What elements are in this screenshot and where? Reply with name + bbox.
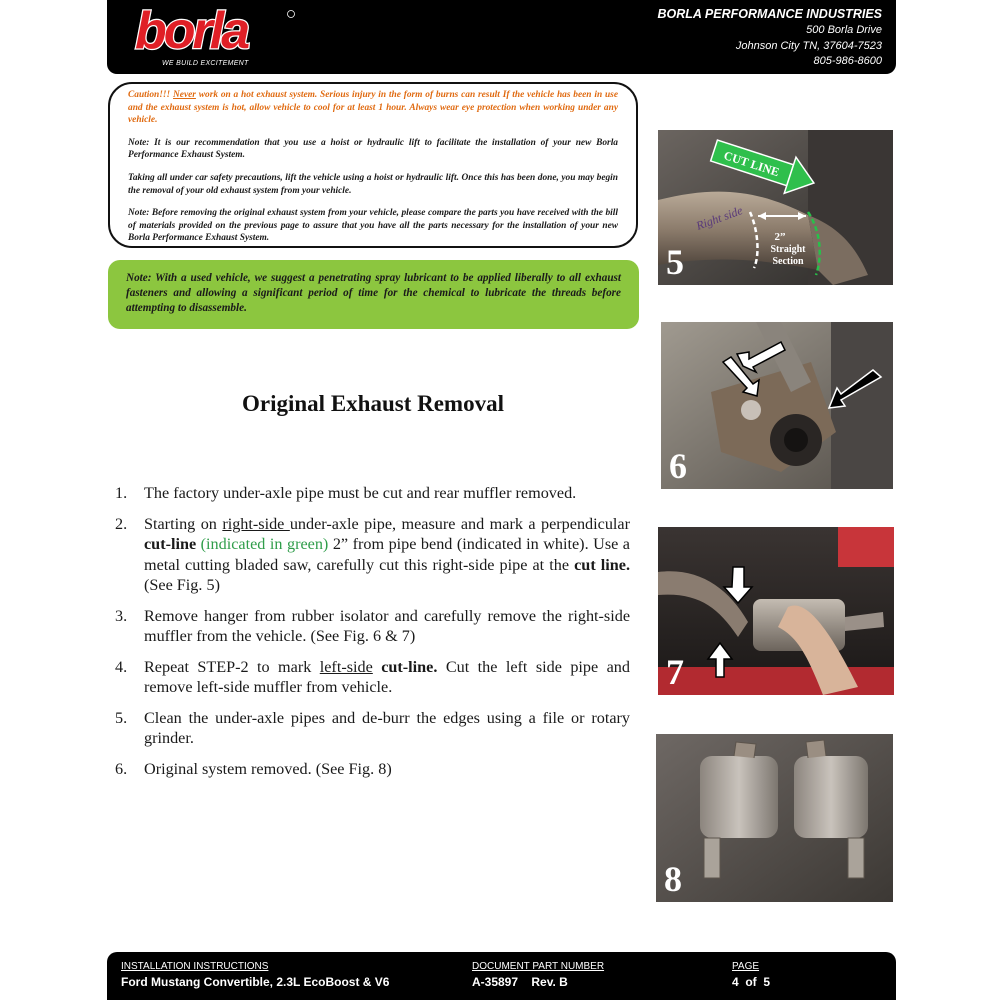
figure-number: 6: [669, 446, 687, 486]
figure-number: 5: [666, 242, 684, 282]
step-text: Original system removed. (See Fig. 8): [144, 759, 392, 778]
caution-box: [108, 82, 638, 248]
step-text: The factory under-axle pipe must be cut and rear muffler removed.: [144, 484, 577, 502]
hoist-note: Note: It is our recommendation that you use a hoist or hydraulic lift to facilitate the installation of your new Borla Performance Exhaust System.: [128, 137, 618, 161]
pipe-writing: Right side: [694, 203, 745, 233]
figure-number: 8: [664, 859, 682, 899]
step-text: Starting on right-side under-axle pipe, measure and mark a perpendicular cut-line (indicated in green) 2” from pipe bend (indicated in white). Use a metal cutting bladed saw, carefully cut this right-side pipe at the cut line. (See Fig. 5): [144, 514, 631, 594]
lubricant-note: Note: With a used vehicle, we suggest a penetrating spray lubricant to be applied liberally to all exhaust fasteners and allowing a significant period of time for the chemical to lubricate the threads before attempting to disassemble.: [108, 260, 639, 329]
parts-check-note: Note: Before removing the original exhaust system from your vehicle, please compare the parts you have received with the bill of materials provided on the previous page to assure that you have all the parts necessary for the installation of your new Borla Performance Exhaust System.: [128, 208, 618, 244]
footer-label: DOCUMENT PART NUMBER: [472, 961, 605, 972]
figure-7-photo: [658, 527, 894, 695]
revision: Rev. B: [531, 975, 568, 989]
step-4: [115, 657, 630, 698]
step-text: Remove hanger from rubber isolator and carefully remove the right-side muffler from the vehicle. (See Fig. 6 & 7): [144, 606, 630, 645]
company-name: BORLA PERFORMANCE INDUSTRIES: [657, 7, 882, 21]
safety-note: Taking all under car safety precautions, lift the vehicle using a hoist or hydraulic lift. Once this has been done, you may begin the removal of your old exhaust system from your vehicle.: [128, 172, 618, 196]
step-number: 1.: [115, 484, 128, 502]
figure-6-photo: [661, 322, 893, 489]
page-number: 4 of 5: [732, 975, 771, 989]
footer-part-number: [472, 960, 604, 990]
step-6: [115, 759, 630, 780]
step-text: Clean the under-axle pipes and de-burr the edges using a file or rotary grinder.: [144, 708, 630, 747]
company-info: [657, 6, 882, 70]
steps-list: [115, 483, 630, 789]
step-5: [115, 708, 630, 749]
step-number: 4.: [115, 657, 128, 676]
logo-tagline: WE BUILD EXCITEMENT: [162, 60, 249, 67]
company-phone: 805-986-8600: [813, 55, 882, 67]
borla-logo: [129, 4, 299, 70]
footer-page: [732, 960, 770, 990]
figure-number: 7: [666, 652, 684, 692]
step-text: Repeat STEP-2 to mark left-side cut-line. Cut the left side pipe and remove left-side muffler from vehicle.: [144, 657, 630, 696]
caution-never: Never: [173, 90, 196, 100]
footer-instructions: [121, 960, 389, 990]
borla-wordmark-icon: [129, 4, 299, 58]
figure-5-photo: [658, 130, 893, 285]
logo-wordmark: borla: [135, 4, 248, 58]
company-address-1: 500 Borla Drive: [806, 24, 882, 36]
step-3: [115, 606, 630, 647]
company-address-2: Johnson City TN, 37604-7523: [735, 39, 882, 52]
measure-label-2: Straight: [770, 244, 806, 255]
measure-label-1: 2”: [774, 231, 786, 243]
caution-prefix: Caution!!!: [128, 90, 174, 100]
part-number: A-35897: [472, 975, 519, 989]
step-number: 2.: [115, 514, 128, 533]
figure-8-photo: [656, 734, 893, 902]
cut-line-label: CUT LINE: [722, 148, 782, 180]
step-number: 3.: [115, 606, 128, 625]
step-2: [115, 514, 630, 596]
section-title: Original Exhaust Removal: [242, 391, 504, 416]
step-number: 5.: [115, 708, 128, 727]
footer-label: PAGE: [732, 961, 760, 972]
step-number: 6.: [115, 759, 128, 778]
page-footer: [107, 952, 896, 1000]
footer-label: INSTALLATION INSTRUCTIONS: [121, 961, 269, 972]
step-1: [115, 483, 630, 504]
caution-rest: work on a hot exhaust system. Serious injury in the form of burns can result If the vehicle has been in use and the exhaust system is hot, allow vehicle to cool for at least 1 hour. Always wear eye protection when working under any vehicle.: [128, 90, 618, 126]
footer-vehicle: Ford Mustang Convertible, 2.3L EcoBoost & V6: [121, 975, 390, 989]
measure-label-3: Section: [772, 256, 804, 267]
caution-paragraph: [128, 89, 618, 127]
page-header: [107, 0, 896, 74]
